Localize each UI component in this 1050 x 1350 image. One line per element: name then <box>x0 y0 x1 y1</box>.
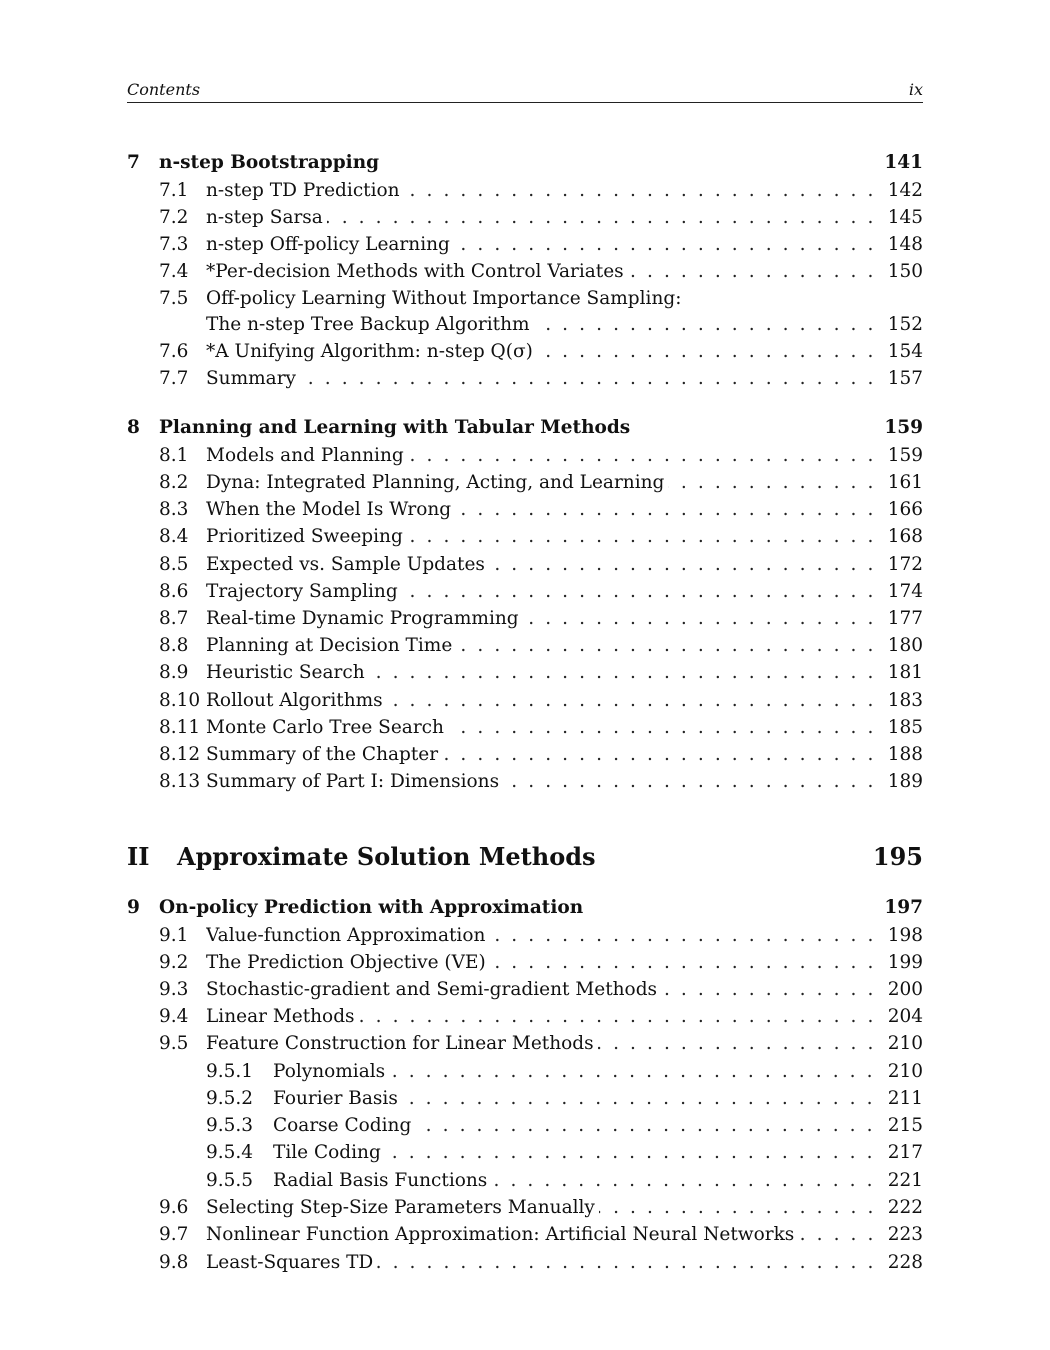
section-page: 188 <box>887 744 923 765</box>
section-page: 210 <box>887 1033 923 1054</box>
toc-entry[interactable] <box>127 231 923 258</box>
toc-entry[interactable] <box>127 177 923 204</box>
section-number: 7.7 <box>159 368 189 389</box>
section-number: 9.6 <box>159 1197 189 1218</box>
toc-entry[interactable] <box>127 1221 923 1248</box>
toc-subentry[interactable] <box>127 1058 923 1085</box>
section-number: 9.3 <box>159 979 189 1000</box>
section-title: Summary <box>206 368 300 389</box>
section-number: 7.4 <box>159 261 189 282</box>
toc-entry[interactable] <box>127 496 923 523</box>
subsection-title: Polynomials <box>273 1061 389 1082</box>
section-title: Real-time Dynamic Programming <box>206 608 523 629</box>
toc-entry[interactable] <box>127 258 923 285</box>
section-number: 7.5 <box>159 288 189 309</box>
running-head-title: Contents <box>127 80 201 99</box>
section-title: Feature Construction for Linear Methods <box>206 1033 598 1054</box>
toc-entry[interactable] <box>127 442 923 469</box>
section-number: 9.1 <box>159 925 189 946</box>
section-title: Expected vs. Sample Updates <box>206 554 489 575</box>
section-number: 8.11 <box>159 717 201 738</box>
toc-entry[interactable] <box>127 768 923 795</box>
toc-entry[interactable] <box>127 741 923 768</box>
toc-entry[interactable] <box>127 1030 923 1057</box>
section-number: 9.8 <box>159 1252 189 1273</box>
section-page: 183 <box>887 690 923 711</box>
subsection-page: 215 <box>887 1115 923 1136</box>
toc-entry[interactable] <box>127 578 923 605</box>
section-title: Rollout Algorithms <box>206 690 387 711</box>
section-title: *A Unifying Algorithm: n-step Q(σ) <box>206 341 537 362</box>
running-head <box>127 80 923 103</box>
section-page: 200 <box>887 979 923 1000</box>
running-head-page-number: ix <box>908 80 923 99</box>
section-number: 8.3 <box>159 499 189 520</box>
section-title: Value-function Approximation <box>206 925 489 946</box>
subsection-page: 210 <box>887 1061 923 1082</box>
toc-subentry[interactable] <box>127 1139 923 1166</box>
section-number: 8.9 <box>159 662 189 683</box>
section-title: Nonlinear Function Approximation: Artificial Neural Networks <box>206 1224 798 1245</box>
section-title: Trajectory Sampling <box>206 581 402 602</box>
section-number: 8.5 <box>159 554 189 575</box>
subsection-number: 9.5.5 <box>206 1170 254 1191</box>
section-page: 204 <box>887 1006 923 1027</box>
chapter-title: Planning and Learning with Tabular Methods <box>159 417 631 438</box>
subsection-title: Coarse Coding <box>273 1115 415 1136</box>
section-title-line-2: The n-step Tree Backup Algorithm <box>206 314 534 335</box>
section-page: 174 <box>887 581 923 602</box>
section-number: 8.6 <box>159 581 189 602</box>
section-title: When the Model Is Wrong <box>206 499 455 520</box>
section-page: 185 <box>887 717 923 738</box>
section-title: Monte Carlo Tree Search <box>206 717 448 738</box>
section-number: 8.4 <box>159 526 189 547</box>
toc-entry[interactable] <box>127 523 923 550</box>
section-number: 9.2 <box>159 952 189 973</box>
subsection-number: 9.5.1 <box>206 1061 254 1082</box>
section-number: 9.4 <box>159 1006 189 1027</box>
chapter-title: On-policy Prediction with Approximation <box>159 897 584 918</box>
section-page: 198 <box>887 925 923 946</box>
toc-entry[interactable] <box>127 338 923 365</box>
section-number: 8.10 <box>159 690 201 711</box>
section-page: 177 <box>887 608 923 629</box>
section-number: 7.2 <box>159 207 189 228</box>
subsection-page: 211 <box>887 1088 923 1109</box>
section-page: 148 <box>887 234 923 255</box>
section-page: 166 <box>887 499 923 520</box>
section-title: The Prediction Objective (VE) <box>206 952 490 973</box>
chapter-9-entry[interactable] <box>127 894 923 921</box>
section-page: 222 <box>887 1197 923 1218</box>
chapter-number: 8 <box>127 417 140 438</box>
section-title: *Per-decision Methods with Control Variates <box>206 261 628 282</box>
section-page: 180 <box>887 635 923 656</box>
section-number: 9.5 <box>159 1033 189 1054</box>
chapter-7-entry[interactable] <box>127 149 923 176</box>
toc-subentry[interactable] <box>127 1167 923 1194</box>
section-title: Summary of the Chapter <box>206 744 442 765</box>
section-title: Selecting Step-Size Parameters Manually <box>206 1197 599 1218</box>
section-title: n-step Sarsa <box>206 207 327 228</box>
section-number: 8.1 <box>159 445 189 466</box>
section-page: 145 <box>887 207 923 228</box>
subsection-page: 221 <box>887 1170 923 1191</box>
toc-entry[interactable] <box>127 469 923 496</box>
subsection-number: 9.5.3 <box>206 1115 254 1136</box>
part-2-entry[interactable] <box>127 840 923 874</box>
section-title: Dyna: Integrated Planning, Acting, and Learning <box>206 472 668 493</box>
chapter-page: 197 <box>884 897 923 918</box>
section-title: Planning at Decision Time <box>206 635 456 656</box>
section-title: Off-policy Learning Without Importance Sampling: <box>206 288 682 309</box>
toc-subentry[interactable] <box>127 1085 923 1112</box>
section-number: 7.6 <box>159 341 189 362</box>
part-page: 195 <box>872 842 923 871</box>
section-page: 172 <box>887 554 923 575</box>
toc-entry[interactable] <box>127 1249 923 1276</box>
toc-entry[interactable] <box>127 204 923 231</box>
section-number: 8.8 <box>159 635 189 656</box>
part-number: II <box>127 842 150 871</box>
chapter-page: 141 <box>884 152 923 173</box>
section-page: 157 <box>887 368 923 389</box>
toc-entry[interactable] <box>127 285 923 312</box>
section-number: 7.3 <box>159 234 189 255</box>
section-title: Heuristic Search <box>206 662 369 683</box>
subsection-number: 9.5.2 <box>206 1088 254 1109</box>
chapter-page: 159 <box>884 417 923 438</box>
section-page: 161 <box>887 472 923 493</box>
section-number: 8.12 <box>159 744 201 765</box>
chapter-number: 9 <box>127 897 140 918</box>
toc-entry[interactable] <box>127 551 923 578</box>
section-number: 8.2 <box>159 472 189 493</box>
subsection-page: 217 <box>887 1142 923 1163</box>
section-title: Models and Planning <box>206 445 408 466</box>
chapter-title: n-step Bootstrapping <box>159 152 380 173</box>
section-title: Linear Methods <box>206 1006 359 1027</box>
chapter-8-entry[interactable] <box>127 414 923 441</box>
toc-entry[interactable] <box>127 365 923 392</box>
section-page: 150 <box>887 261 923 282</box>
section-page: 152 <box>887 314 923 335</box>
toc-entry[interactable] <box>127 922 923 949</box>
section-page: 154 <box>887 341 923 362</box>
subsection-title: Fourier Basis <box>273 1088 402 1109</box>
section-number: 8.13 <box>159 771 201 792</box>
toc-entry[interactable] <box>127 1194 923 1221</box>
section-page: 159 <box>887 445 923 466</box>
section-title: Summary of Part I: Dimensions <box>206 771 503 792</box>
subsection-number: 9.5.4 <box>206 1142 254 1163</box>
toc-entry[interactable] <box>127 1003 923 1030</box>
toc-entry[interactable] <box>127 976 923 1003</box>
section-page: 223 <box>887 1224 923 1245</box>
toc-entry[interactable] <box>127 687 923 714</box>
toc-entry[interactable] <box>127 714 923 741</box>
section-page: 199 <box>887 952 923 973</box>
section-number: 7.1 <box>159 180 189 201</box>
toc-entry[interactable] <box>127 632 923 659</box>
subsection-title: Radial Basis Functions <box>273 1170 491 1191</box>
section-title: Least-Squares TD <box>206 1252 377 1273</box>
toc-entry[interactable] <box>127 605 923 632</box>
toc-entry[interactable] <box>127 659 923 686</box>
toc-entry[interactable] <box>127 949 923 976</box>
section-number: 8.7 <box>159 608 189 629</box>
section-title: Stochastic-gradient and Semi-gradient Methods <box>206 979 661 1000</box>
toc-entry-continuation[interactable] <box>127 311 923 338</box>
section-title: n-step Off-policy Learning <box>206 234 454 255</box>
toc-subentry[interactable] <box>127 1112 923 1139</box>
chapter-number: 7 <box>127 152 140 173</box>
section-title: n-step TD Prediction <box>206 180 404 201</box>
section-page: 228 <box>887 1252 923 1273</box>
section-page: 189 <box>887 771 923 792</box>
section-page: 142 <box>887 180 923 201</box>
subsection-title: Tile Coding <box>273 1142 385 1163</box>
section-title: Prioritized Sweeping <box>206 526 407 547</box>
section-page: 181 <box>887 662 923 683</box>
section-page: 168 <box>887 526 923 547</box>
section-number: 9.7 <box>159 1224 189 1245</box>
part-title: Approximate Solution Methods <box>177 842 596 871</box>
